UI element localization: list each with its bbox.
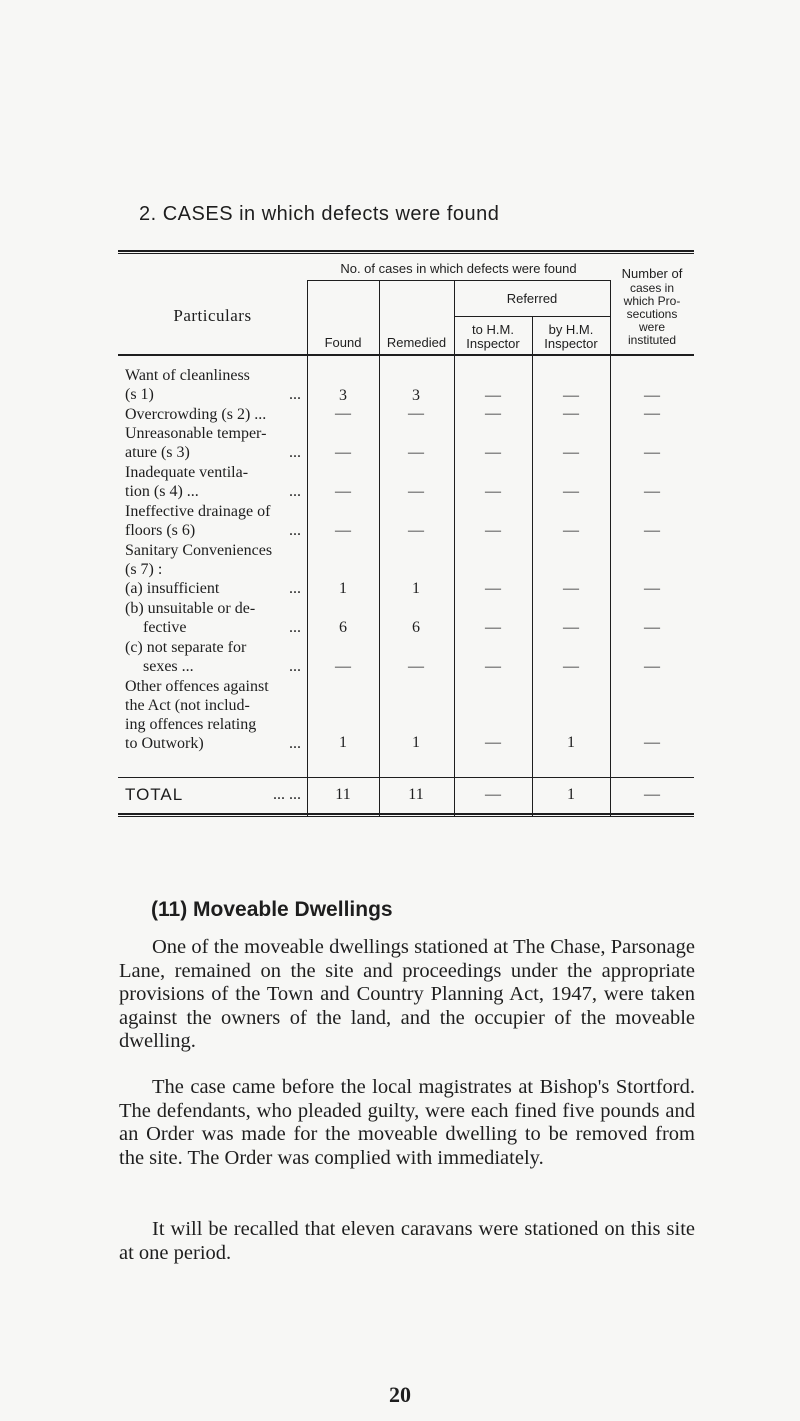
total-found-value: 11	[335, 786, 351, 803]
paragraph-text: The case came before the local magistrates at Bishop's Stortford. The defendants, who pleaded guilty, were each fined five pounds and an Order was made for the moveable dwelling to be removed from the site. The Order was complied with immediately.	[119, 1076, 695, 1169]
remedied-value: 1	[412, 734, 420, 751]
paragraph-text: One of the moveable dwellings stationed at The Chase, Parsonage Lane, remained on the site and proceedings under the appropriate provisions of the Town and Country Planning Act, 1947, were taken against the owners of the land, and the occupier of the moveable dwelling.	[119, 936, 695, 1053]
remedied-value: —	[408, 405, 424, 422]
col-rule-1	[307, 280, 308, 816]
by-hm-value: —	[563, 522, 579, 539]
prosecutions-value: —	[644, 444, 660, 461]
prosecutions-value: —	[644, 734, 660, 751]
table-row	[125, 502, 303, 540]
col-rule-3	[454, 280, 455, 816]
total-label: TOTAL	[125, 785, 184, 804]
found-value: —	[335, 522, 351, 539]
header-remedied: Remedied	[386, 335, 447, 350]
page-number: 20	[389, 1382, 411, 1407]
table-row	[125, 638, 303, 676]
prosecutions-value: —	[644, 522, 660, 539]
total-to-hm-value: —	[485, 786, 501, 803]
to-hm-value: —	[485, 734, 501, 751]
prosecutions-value: —	[644, 658, 660, 675]
table-row	[125, 424, 303, 462]
particulars-line: Other offences against	[125, 678, 269, 695]
header-bottom-rule	[118, 354, 694, 356]
total-by-hm-value: 1	[567, 786, 575, 803]
found-value: 6	[339, 619, 347, 636]
to-hm-value: —	[485, 387, 501, 404]
table-top-rule-2	[118, 253, 694, 254]
header-prosecutions-5: were	[638, 320, 665, 334]
found-value: 3	[339, 387, 347, 404]
total-top-rule	[118, 777, 694, 778]
prosecutions-value: —	[644, 387, 660, 404]
remedied-value: —	[408, 658, 424, 675]
table-row	[125, 599, 303, 637]
particulars-line: ing offences relating	[125, 716, 257, 733]
found-value: —	[335, 483, 351, 500]
table-row	[125, 463, 303, 501]
remedied-value: 3	[412, 387, 420, 404]
header-prosecutions-2: cases in	[629, 281, 675, 295]
found-value: —	[335, 405, 351, 422]
particulars-line: tion (s 4) ...	[125, 483, 199, 500]
prosecutions-value: —	[644, 580, 660, 597]
leader-dots: ...	[289, 735, 301, 752]
leader-dots: ...	[289, 386, 301, 403]
particulars-line: floors (s 6)	[125, 522, 196, 539]
particulars-line: (b) unsuitable or de-	[125, 600, 256, 617]
to-hm-value: —	[485, 405, 501, 422]
col-rule-5	[610, 280, 611, 816]
particulars-line: (a) insufficient	[125, 580, 220, 597]
by-hm-value: —	[563, 619, 579, 636]
paragraph	[119, 1076, 695, 1170]
particulars-line: Want of cleanliness	[125, 367, 250, 384]
particulars-line: to Outwork)	[125, 735, 204, 752]
header-to-hm-line2: Inspector	[466, 336, 520, 351]
remedied-value: 1	[412, 580, 420, 597]
table-row	[125, 541, 303, 598]
found-value: —	[335, 444, 351, 461]
to-hm-value: —	[485, 658, 501, 675]
header-prosecutions-1: Number of	[621, 266, 683, 281]
particulars-line: Ineffective drainage of	[125, 503, 271, 520]
found-value: —	[335, 658, 351, 675]
by-hm-value: —	[563, 387, 579, 404]
paragraph	[119, 936, 695, 1054]
particulars-line: (s 7) :	[125, 561, 163, 578]
header-prosecutions-3: which Pro-	[623, 294, 681, 308]
leader-dots: ...	[289, 580, 301, 597]
leader-dots: ...	[289, 483, 301, 500]
leader-dots: ...	[289, 444, 301, 461]
table-bottom-rule-2	[118, 816, 694, 817]
to-hm-value: —	[485, 580, 501, 597]
header-prosecutions-4: secutions	[626, 307, 678, 321]
section-heading: 2. CASES in which defects were found	[139, 203, 500, 225]
particulars-line: Unreasonable temper-	[125, 425, 267, 442]
to-hm-value: —	[485, 619, 501, 636]
table-row	[125, 405, 303, 424]
by-hm-value: —	[563, 658, 579, 675]
paragraph	[119, 1218, 695, 1265]
moveable-dwellings-title: (11) Moveable Dwellings	[151, 898, 393, 921]
total-remedied-value: 11	[408, 786, 424, 803]
paragraph-text: It will be recalled that eleven caravans were stationed on this site at one period.	[119, 1218, 695, 1264]
header-prosecutions-6: instituted	[627, 333, 677, 347]
particulars-line: (c) not separate for	[125, 639, 247, 656]
header-group: No. of cases in which defects were found	[340, 261, 577, 276]
remedied-value: 6	[412, 619, 420, 636]
particulars-line: Overcrowding (s 2) ...	[125, 406, 267, 423]
group-rule	[307, 280, 610, 281]
particulars-line: fective	[143, 619, 187, 636]
header-particulars: Particulars	[173, 306, 252, 325]
particulars-line: sexes ...	[143, 658, 194, 675]
particulars-line: Sanitary Conveniences	[125, 542, 273, 559]
table-row	[125, 677, 303, 753]
col-rule-2	[379, 280, 380, 816]
particulars-line: Inadequate ventila-	[125, 464, 249, 481]
by-hm-value: —	[563, 580, 579, 597]
particulars-line: (s 1)	[125, 386, 154, 403]
total-row	[125, 785, 303, 805]
leader-dots: ... ...	[273, 786, 301, 803]
prosecutions-value: —	[644, 619, 660, 636]
by-hm-value: —	[563, 405, 579, 422]
to-hm-value: —	[485, 483, 501, 500]
particulars-line: the Act (not includ-	[125, 697, 250, 714]
particulars-line: ature (s 3)	[125, 444, 190, 461]
to-hm-value: —	[485, 522, 501, 539]
found-value: 1	[339, 580, 347, 597]
header-found: Found	[324, 335, 362, 350]
table-bottom-rule	[118, 813, 694, 815]
defects-table	[118, 250, 694, 818]
total-prosecutions-value: —	[644, 786, 660, 803]
header-by-hm-line2: Inspector	[544, 336, 598, 351]
prosecutions-value: —	[644, 405, 660, 422]
col-rule-4	[532, 316, 533, 816]
leader-dots: ...	[289, 619, 301, 636]
table-top-rule	[118, 250, 694, 252]
remedied-value: —	[408, 483, 424, 500]
by-hm-value: —	[563, 444, 579, 461]
remedied-value: —	[408, 444, 424, 461]
by-hm-value: 1	[567, 734, 575, 751]
by-hm-value: —	[563, 483, 579, 500]
header-referred: Referred	[506, 291, 558, 306]
header-by-hm-line1: by H.M.	[548, 322, 594, 337]
found-value: 1	[339, 734, 347, 751]
header-to-hm-line1: to H.M.	[472, 322, 514, 337]
leader-dots: ...	[289, 658, 301, 675]
to-hm-value: —	[485, 444, 501, 461]
prosecutions-value: —	[644, 483, 660, 500]
leader-dots: ...	[289, 522, 301, 539]
remedied-value: —	[408, 522, 424, 539]
table-row	[125, 366, 303, 404]
